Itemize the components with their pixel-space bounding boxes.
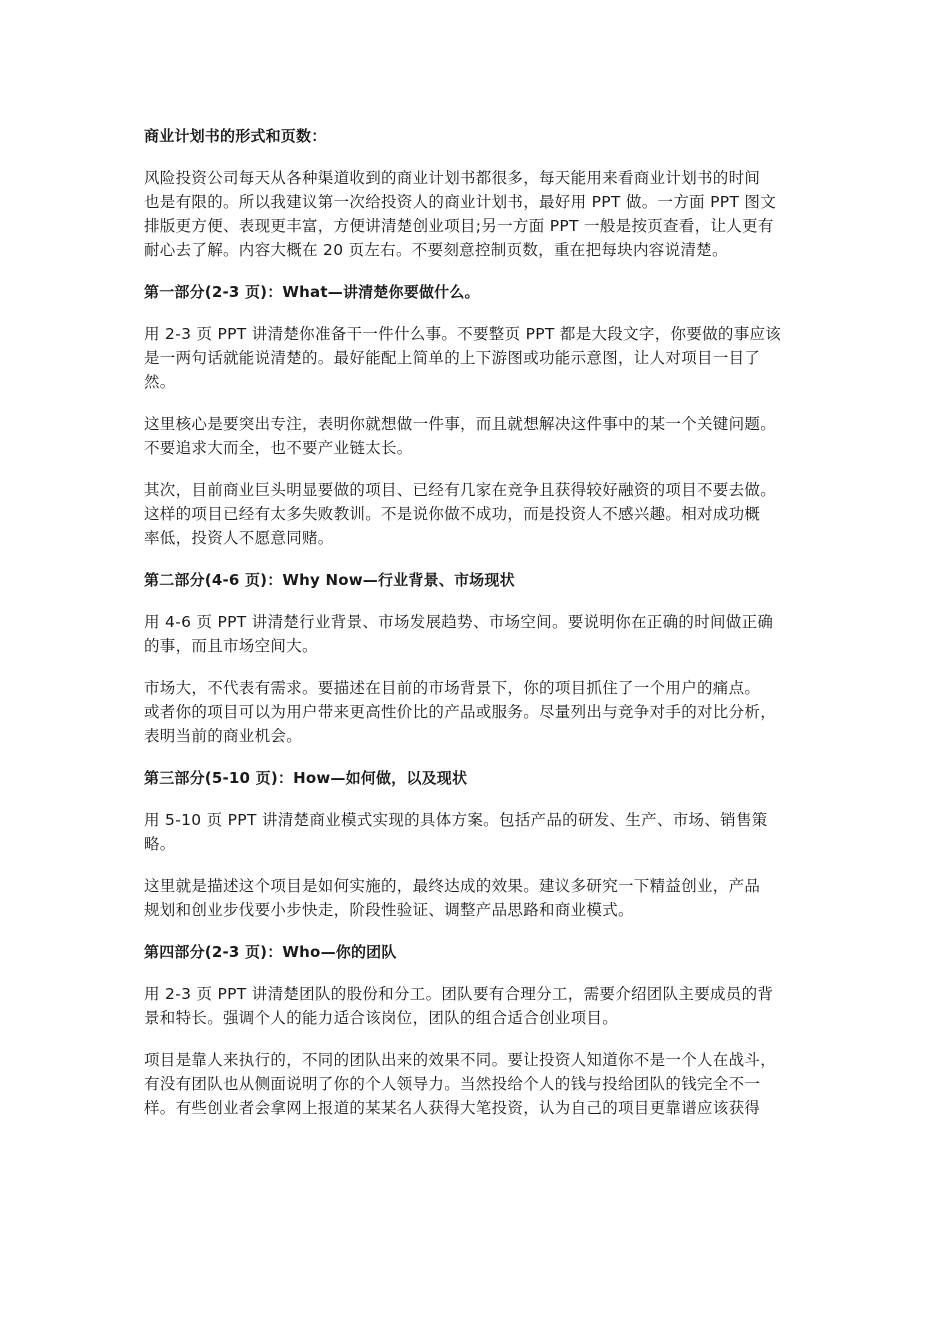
paragraph-part-4-a — [144, 982, 812, 1030]
text-line: 也是有限的。所以我建议第一次给投资人的商业计划书，最好用 PPT 做。一方面 PPT 图文 — [144, 193, 777, 211]
text-line: 或者你的项目可以为用户带来更高性价比的产品或服务。尽量列出与竞争对手的对比分析， — [144, 703, 777, 721]
text-line: 是一两句话就能说清楚的。最好能配上简单的上下游图或功能示意图，让人对项目一目了 — [144, 349, 761, 367]
text-line: 商业计划书的形式和页数： — [144, 127, 327, 145]
text-line: 市场大，不代表有需求。要描述在目前的市场背景下，你的项目抓住了一个用户的痛点。 — [144, 679, 761, 697]
text-line: 用 5-10 页 PPT 讲清楚商业模式实现的具体方案。包括产品的研发、生产、市场、销售策 — [144, 811, 768, 829]
text-line: 景和特长。强调个人的能力适合该岗位，团队的组合适合创业项目。 — [144, 1009, 619, 1027]
text-line: 这里核心是要突出专注，表明你就想做一件事，而且就想解决这件事中的某一个关键问题。 — [144, 415, 777, 433]
text-line: 不要追求大而全，也不要产业链太长。 — [144, 439, 413, 457]
text-line: 风险投资公司每天从各种渠道收到的商业计划书都很多，每天能用来看商业计划书的时间 — [144, 169, 761, 187]
paragraph-intro — [144, 166, 812, 262]
text-line: 第三部分(5-10 页)：How—如何做，以及现状 — [144, 769, 468, 787]
text-line: 表明当前的商业机会。 — [144, 727, 303, 745]
text-line: 其次，目前商业巨头明显要做的项目、已经有几家在竞争且获得较好融资的项目不要去做。 — [144, 481, 777, 499]
text-line: 排版更方便、表现更丰富，方便讲清楚创业项目;另一方面 PPT 一般是按页查看，让人更有 — [144, 217, 774, 235]
text-line: 这样的项目已经有太多失败教训。不是说你做不成功，而是投资人不感兴趣。相对成功概 — [144, 505, 761, 523]
text-line: 这里就是描述这个项目是如何实施的，最终达成的效果。建议多研究一下精益创业，产品 — [144, 877, 761, 895]
text-line: 耐心去了解。内容大概在 20 页左右。不要刻意控制页数，重在把每块内容说清楚。 — [144, 241, 728, 259]
section-heading-part-4 — [144, 940, 812, 964]
text-line: 规划和创业步伐要小步快走，阶段性验证、调整产品思路和商业模式。 — [144, 901, 634, 919]
paragraph-part-4-b — [144, 1048, 812, 1120]
paragraph-part-3-a — [144, 808, 812, 856]
text-line: 有没有团队也从侧面说明了你的个人领导力。当然投给个人的钱与投给团队的钱完全不一 — [144, 1075, 761, 1093]
text-line: 用 2-3 页 PPT 讲清楚团队的股份和分工。团队要有合理分工，需要介绍团队主要成员的背 — [144, 985, 774, 1003]
paragraph-part-3-b — [144, 874, 812, 922]
text-line: 用 2-3 页 PPT 讲清楚你准备干一件什么事。不要整页 PPT 都是大段文字，你要做的事应该 — [144, 325, 782, 343]
paragraph-part-1-a — [144, 322, 812, 394]
document-page — [144, 124, 812, 1138]
paragraph-part-2-b — [144, 676, 812, 748]
text-line: 然。 — [144, 373, 176, 391]
section-heading-part-1 — [144, 280, 812, 304]
paragraph-part-1-b — [144, 412, 812, 460]
text-line: 第四部分(2-3 页)：Who—你的团队 — [144, 943, 397, 961]
section-heading-format — [144, 124, 812, 148]
text-line: 的事，而且市场空间大。 — [144, 637, 318, 655]
section-heading-part-3 — [144, 766, 812, 790]
text-line: 用 4-6 页 PPT 讲清楚行业背景、市场发展趋势、市场空间。要说明你在正确的时间做正确 — [144, 613, 774, 631]
text-line: 项目是靠人来执行的，不同的团队出来的效果不同。要让投资人知道你不是一个人在战斗， — [144, 1051, 777, 1069]
text-line: 率低，投资人不愿意同赌。 — [144, 529, 334, 547]
text-line: 第二部分(4-6 页)：Why Now—行业背景、市场现状 — [144, 571, 515, 589]
text-line: 略。 — [144, 835, 176, 853]
text-line: 第一部分(2-3 页)：What—讲清楚你要做什么。 — [144, 283, 480, 301]
text-line: 样。有些创业者会拿网上报道的某某名人获得大笔投资，认为自己的项目更靠谱应该获得 — [144, 1099, 761, 1117]
section-heading-part-2 — [144, 568, 812, 592]
paragraph-part-2-a — [144, 610, 812, 658]
paragraph-part-1-c — [144, 478, 812, 550]
